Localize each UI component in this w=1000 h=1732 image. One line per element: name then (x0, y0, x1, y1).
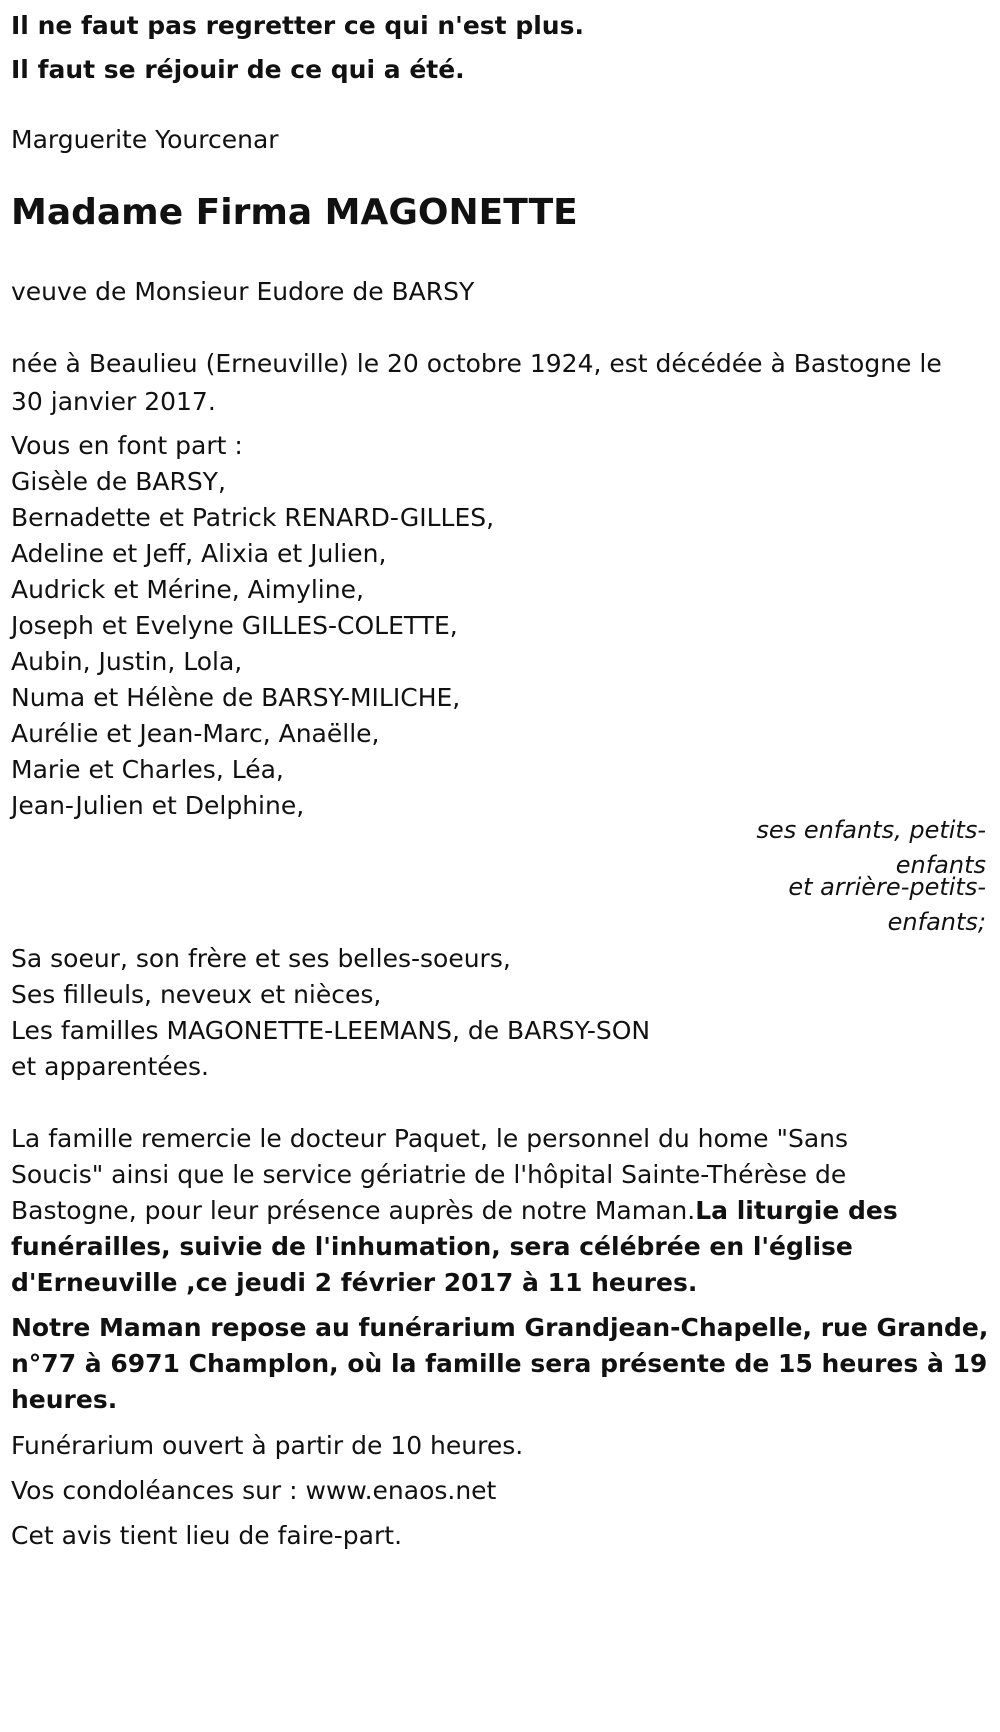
liturgy-line: funérailles, suivie de l'inhumation, sera célébrée en l'église (11, 1232, 853, 1261)
relative-line: Sa soeur, son frère et ses belles-soeurs, (11, 944, 511, 973)
liturgy-line: d'Erneuville ,ce jeudi 2 février 2017 à 11 heures. (11, 1268, 698, 1297)
dates-line-1: née à Beaulieu (Erneuville) le 20 octobre 1924, est décédée à Bastogne le (11, 349, 942, 378)
relation-line: ses enfants, petits- (756, 816, 986, 844)
family-member: Gisèle de BARSY, (11, 467, 226, 496)
condolences-line: Vos condoléances sur : www.enaos.net (11, 1476, 497, 1505)
relation-line: et arrière-petits- (788, 873, 986, 901)
quote-author: Marguerite Yourcenar (11, 125, 279, 154)
opening-hours: Funérarium ouvert à partir de 10 heures. (11, 1431, 524, 1460)
funerarium-line: heures. (11, 1385, 118, 1414)
thanks-text: Bastogne, pour leur présence auprès de notre Maman. (11, 1196, 696, 1225)
quote-line-1: Il ne faut pas regretter ce qui n'est plus. (11, 11, 584, 40)
deceased-name: Madame Firma MAGONETTE (11, 192, 578, 233)
liturgy-text: La liturgie des (695, 1196, 898, 1225)
family-member: Joseph et Evelyne GILLES-COLETTE, (11, 611, 458, 640)
relative-line: Ses filleuls, neveux et nièces, (11, 980, 382, 1009)
spouse-line: veuve de Monsieur Eudore de BARSY (11, 277, 475, 306)
family-member: Audrick et Mérine, Aimyline, (11, 575, 364, 604)
family-member: Numa et Hélène de BARSY-MILICHE, (11, 683, 461, 712)
family-member: Bernadette et Patrick RENARD-GILLES, (11, 503, 495, 532)
notice-line: Cet avis tient lieu de faire-part. (11, 1521, 403, 1550)
announcement-intro: Vous en font part : (11, 431, 243, 460)
family-member: Adeline et Jeff, Alixia et Julien, (11, 539, 387, 568)
family-member: Aurélie et Jean-Marc, Anaëlle, (11, 719, 380, 748)
family-member: Jean-Julien et Delphine, (11, 791, 305, 820)
funerarium-line: Notre Maman repose au funérarium Grandjean-Chapelle, rue Grande, (11, 1313, 989, 1342)
relation-line: enfants (895, 851, 986, 879)
thanks-line: La famille remercie le docteur Paquet, le personnel du home "Sans (11, 1124, 849, 1153)
relative-line: et apparentées. (11, 1052, 209, 1081)
dates-line-2: 30 janvier 2017. (11, 387, 216, 416)
thanks-line (11, 1191, 898, 1231)
family-member: Marie et Charles, Léa, (11, 755, 284, 784)
relation-line: enfants; (887, 908, 986, 936)
funerarium-line: n°77 à 6971 Champlon, où la famille sera présente de 15 heures à 19 (11, 1349, 988, 1378)
quote-line-2: Il faut se réjouir de ce qui a été. (11, 55, 465, 84)
thanks-line: Soucis" ainsi que le service gériatrie de l'hôpital Sainte-Thérèse de (11, 1160, 847, 1189)
relative-line: Les familles MAGONETTE-LEEMANS, de BARSY-SON (11, 1016, 651, 1045)
family-member: Aubin, Justin, Lola, (11, 647, 243, 676)
